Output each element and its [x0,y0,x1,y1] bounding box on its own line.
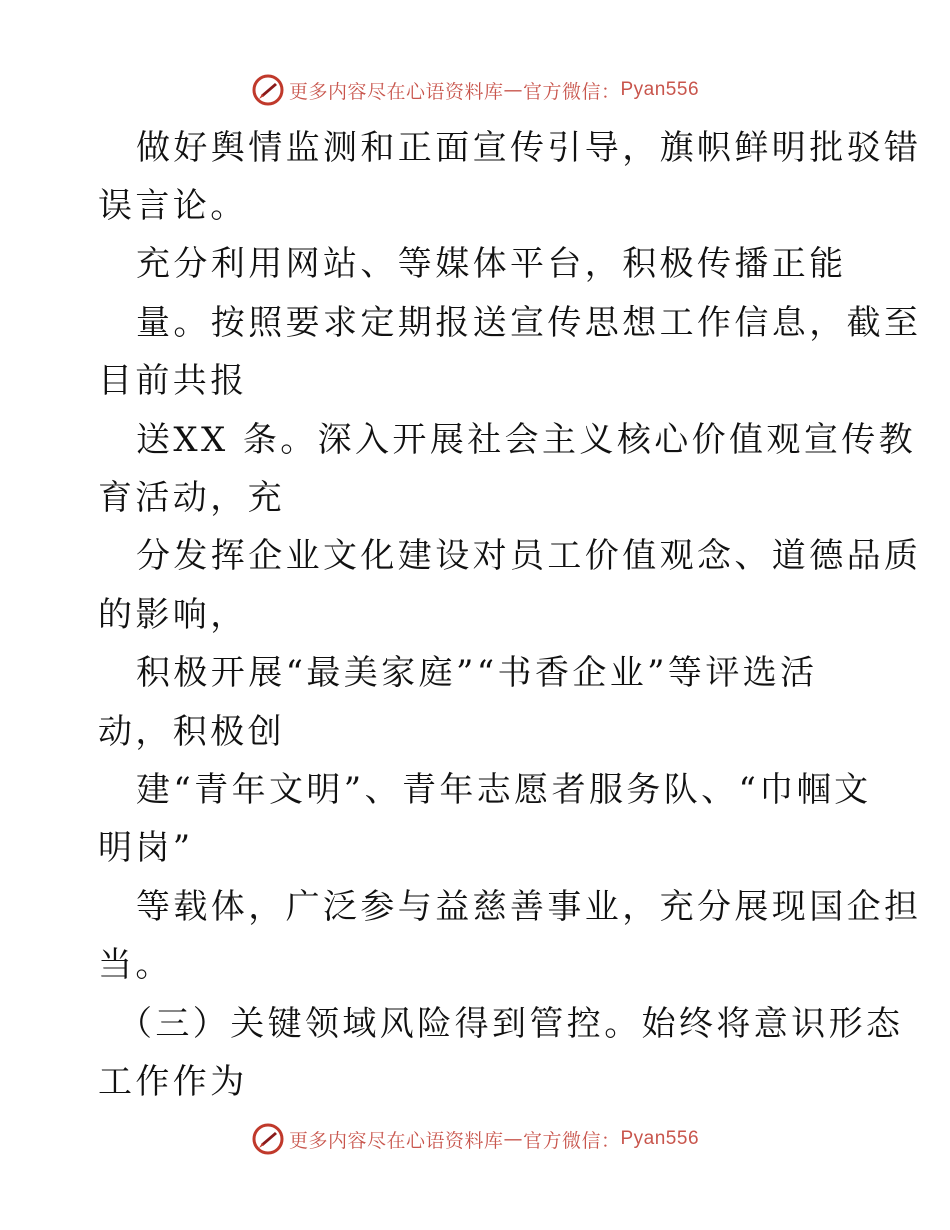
text-line: 充分利用网站、等媒体平台，积极传播正能 [136,244,847,284]
footer-banner [0,1119,950,1159]
text-line: 的影响， [98,595,248,635]
footer-wechat-id: Pyan556 [620,1128,700,1149]
text-line: 动，积极创 [98,712,285,752]
text-line: 育活动，充 [98,478,285,518]
text-line: 分发挥企业文化建设对员工价值观念、道德品质 [136,536,922,576]
header-wechat-id: Pyan556 [620,79,700,100]
logo-icon [251,1122,285,1156]
text-line: 量。按照要求定期报送宣传思想工作信息，截至 [136,303,922,343]
text-line: 积极开展“最美家庭”“书香企业”等评选活 [136,653,818,693]
text-line: 等载体，广泛参与益慈善事业，充分展现国企担 [136,887,922,927]
header-wechat-label: 官方微信： [522,80,621,103]
footer-site-name: 更多内容尽在心语资料库 [288,1129,504,1152]
text-line: 做好舆情监测和正面宣传引导，旗帜鲜明批驳错 [136,128,922,168]
footer-wechat-label: 官方微信： [522,1129,621,1152]
header-separator: — [503,79,523,101]
text-line: 工作作为 [98,1062,248,1102]
text-line: 误言论。 [98,186,248,226]
text-line: 建“青年文明”、青年志愿者服务队、“巾帼文 [136,770,872,810]
text-line: 目前共报 [98,361,248,401]
text-line: 送XX 条。深入开展社会主义核心价值观宣传教 [136,420,917,460]
text-line: 当。 [98,945,173,985]
footer-separator: — [503,1128,523,1150]
text-line: 明岗” [98,828,194,868]
text-line: （三）关键领域风险得到管控。始终将意识形态 [118,1004,904,1044]
header-site-name: 更多内容尽在心语资料库 [288,80,504,103]
